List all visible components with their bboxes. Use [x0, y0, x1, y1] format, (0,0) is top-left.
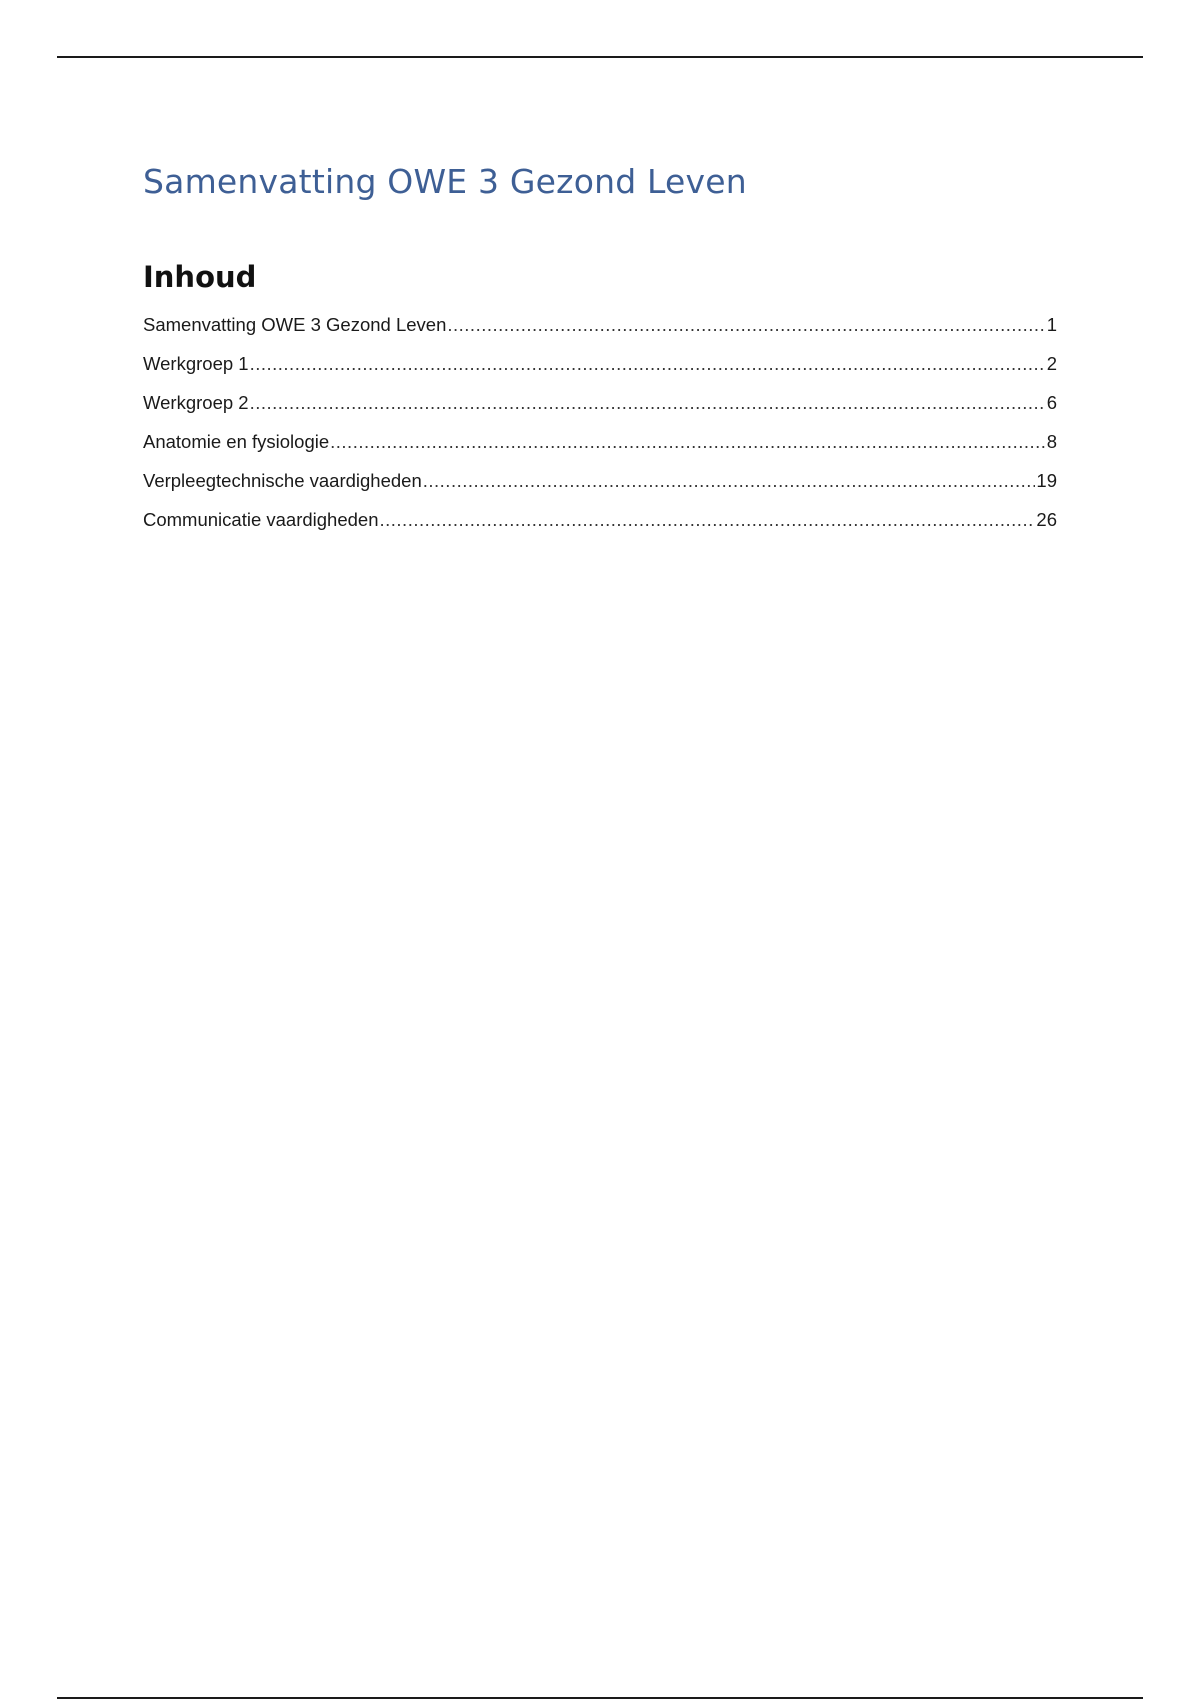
- toc-entry-werkgroep-2[interactable]: [143, 392, 1057, 431]
- toc-entry-page: 8: [1046, 431, 1057, 452]
- toc-heading: Inhoud: [143, 260, 257, 294]
- toc-dot-leader: [447, 314, 1045, 336]
- toc-dot-leader: [250, 392, 1046, 414]
- toc-entry-label: Samenvatting OWE 3 Gezond Leven: [143, 314, 447, 335]
- toc-entry-communicatie[interactable]: [143, 509, 1057, 548]
- toc-entry-page: 2: [1046, 353, 1057, 374]
- table-of-contents: [143, 314, 1057, 548]
- toc-entry-label: Anatomie en fysiologie: [143, 431, 330, 452]
- toc-dot-leader: [330, 431, 1046, 453]
- header-rule: [57, 56, 1143, 58]
- toc-entry-page: 19: [1036, 470, 1057, 491]
- footer-rule: [57, 1697, 1143, 1699]
- toc-dot-leader: [250, 353, 1046, 375]
- toc-entry-label: Werkgroep 1: [143, 353, 249, 374]
- toc-entry-samenvatting[interactable]: [143, 314, 1057, 353]
- toc-entry-page: 6: [1046, 392, 1057, 413]
- toc-entry-page: 26: [1036, 509, 1057, 530]
- toc-dot-leader: [423, 470, 1036, 492]
- toc-entry-verpleegtechnische[interactable]: [143, 470, 1057, 509]
- toc-entry-anatomie[interactable]: [143, 431, 1057, 470]
- toc-dot-leader: [380, 509, 1036, 531]
- toc-entry-label: Werkgroep 2: [143, 392, 249, 413]
- toc-entry-label: Verpleegtechnische vaardigheden: [143, 470, 422, 491]
- toc-entry-label: Communicatie vaardigheden: [143, 509, 379, 530]
- toc-entry-werkgroep-1[interactable]: [143, 353, 1057, 392]
- toc-entry-page: 1: [1046, 314, 1057, 335]
- document-title: Samenvatting OWE 3 Gezond Leven: [143, 162, 747, 201]
